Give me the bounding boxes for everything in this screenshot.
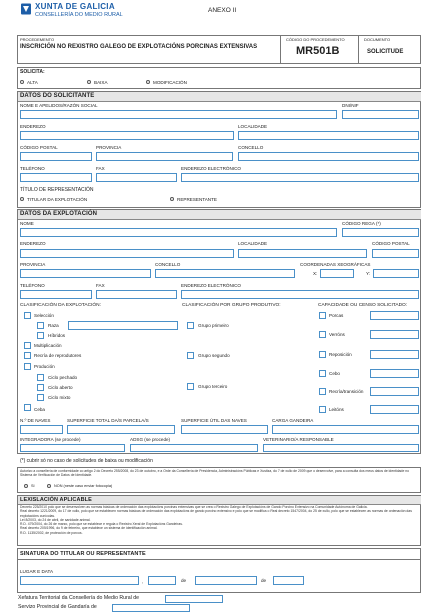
explotacion-title: DATOS DA EXPLOTACIÓN <box>20 211 98 217</box>
check-seleccion[interactable] <box>24 312 31 319</box>
check-verrons[interactable] <box>319 331 326 338</box>
applicant-email-label: ENDEREZO ELECTRÓNICO <box>181 166 241 171</box>
day-field[interactable] <box>148 576 176 585</box>
check-verrons-label: Verróns <box>329 332 345 337</box>
radio-si-label: SI <box>31 484 35 488</box>
check-seleccion-label: Selección <box>34 313 54 318</box>
naves-field[interactable] <box>20 425 63 434</box>
recria-transicion-field[interactable] <box>370 387 419 396</box>
farm-postcode-field[interactable] <box>372 249 419 258</box>
applicant-province-label: PROVINCIA <box>96 145 122 150</box>
footnote: (*) cubrir só no caso de solicitudes de baixa ou modificación <box>20 458 153 464</box>
check-ciclo-pechado-label: Ciclo pechado <box>48 375 78 380</box>
veterinarian-label: VETERINARIO/A RESPONSABLE <box>263 437 334 442</box>
check-porcas[interactable] <box>319 312 326 319</box>
adsg-label: ADSG (se procede) <box>130 437 171 442</box>
applicant-name-field[interactable] <box>20 110 337 119</box>
coord-y-label: Y: <box>366 271 371 276</box>
legislation-line: Lei 8/2003, do 24 de abril, de sanidade animal. <box>20 517 91 522</box>
farm-fax-label: FAX <box>96 283 105 288</box>
applicant-locality-label: LOCALIDADE <box>238 124 268 129</box>
check-cebo[interactable] <box>319 370 326 377</box>
total-surface-label: SUPERFICIE TOTAL DA/S PARCELA/S <box>67 418 149 423</box>
check-reposicion[interactable] <box>319 351 326 358</box>
procedure-code-label: CÓDIGO DO PROCEDEMENTO <box>286 37 345 42</box>
naves-label: N.º DE NAVES <box>20 418 51 423</box>
de-label-1: de <box>181 578 187 583</box>
farm-locality-label: LOCALIDADE <box>238 241 268 246</box>
document-type: SOLICITUDE <box>367 49 404 55</box>
raza-field[interactable] <box>68 321 178 330</box>
applicant-municipality-field[interactable] <box>238 152 419 161</box>
porcas-field[interactable] <box>370 311 419 320</box>
applicant-address-label: ENDEREZO <box>20 124 46 129</box>
radio-modificacion-label: MODIFICACIÓN <box>153 79 187 85</box>
radio-representante[interactable] <box>170 197 174 201</box>
check-cebo-label: Cebo <box>329 371 340 376</box>
farm-locality-field[interactable] <box>238 249 367 258</box>
veterinarian-field[interactable] <box>263 444 419 452</box>
check-ceba-label: Ceba <box>34 407 45 412</box>
check-ciclo-mixto-label: Ciclo mixto <box>48 395 71 400</box>
radio-representante-label: REPRESENTANTE <box>177 196 217 202</box>
farm-province-field[interactable] <box>20 269 151 278</box>
check-recria[interactable] <box>24 352 31 359</box>
org-name: XUNTA DE GALICIA <box>35 2 115 11</box>
applicant-email-field[interactable] <box>181 173 419 182</box>
farm-phone-label: TELÉFONO <box>20 283 45 288</box>
document-label: DOCUMENTO <box>364 37 391 42</box>
applicant-dni-label: DNI/NIF <box>342 103 359 108</box>
capacity-label: CAPACIDADE OU CENSO SOLICITADO: <box>318 303 408 308</box>
radio-alta[interactable] <box>20 80 24 84</box>
farm-address-label: ENDEREZO <box>20 241 46 246</box>
coord-x-field[interactable] <box>320 269 354 278</box>
check-multiplicacion[interactable] <box>24 342 31 349</box>
radio-non[interactable] <box>47 484 51 488</box>
check-multiplicacion-label: Multiplicación <box>34 343 62 348</box>
integrator-field[interactable] <box>20 444 125 452</box>
applicant-dni-field[interactable] <box>342 110 419 119</box>
footer-service-field[interactable] <box>112 604 190 612</box>
legislation-line: Decreto 225/2010 polo que se desenvolven as normas básicas de ordenación das explotacións porcinas extensivas que se crea o Rexistro Galego de Explotacións de Gando Porcino Extensivo na Comunidade Autónoma de Galicia. <box>20 505 368 509</box>
radio-non-label: NON (neste caso enviar fotocopia) <box>54 484 113 488</box>
farm-municipality-field[interactable] <box>155 269 295 278</box>
coordinates-label: COORDENADAS XEOGRÁFICAS <box>300 262 371 267</box>
reposicion-field[interactable] <box>370 350 419 359</box>
footer-office-field[interactable] <box>165 595 223 603</box>
de-label-2: de <box>261 578 267 583</box>
applicant-fax-label: FAX <box>96 166 105 171</box>
farm-email-field[interactable] <box>181 290 419 299</box>
useful-surface-field[interactable] <box>181 425 268 434</box>
check-ciclo-aberto[interactable] <box>37 384 44 391</box>
radio-titular-label: TITULAR DA EXPLOTACIÓN <box>27 196 88 202</box>
legislation-title: LEXISLACIÓN APLICABLE <box>20 497 92 503</box>
procedure-title: INSCRICIÓN NO REXISTRO GALEGO DE EXPLOTACIÓNS PORCINAS EXTENSIVAS <box>20 44 258 50</box>
farm-email-label: ENDEREZO ELECTRÓNICO <box>181 283 241 288</box>
check-hibridos-label: Híbridos <box>48 333 66 338</box>
annex-label: ANEXO II <box>208 7 237 14</box>
applicant-fax-field[interactable] <box>96 173 177 182</box>
applicant-locality-field[interactable] <box>238 131 419 140</box>
procedure-code: MR501B <box>296 45 340 57</box>
check-raza[interactable] <box>37 322 44 329</box>
coord-x-label: X: <box>313 271 318 276</box>
xunta-logo-icon <box>20 3 32 15</box>
cebo-field[interactable] <box>370 369 419 378</box>
check-leitons[interactable] <box>319 406 326 413</box>
check-producion[interactable] <box>24 363 31 370</box>
check-reposicion-label: Reposición <box>329 352 352 357</box>
check-porcas-label: Porcas <box>329 313 344 318</box>
applicant-province-field[interactable] <box>96 152 233 161</box>
integrator-label: INTEGRADORA (se procede) <box>20 437 81 442</box>
solicita-section <box>17 67 421 89</box>
check-grupo-terceiro-label: Grupo terceiro <box>198 384 228 389</box>
legislation-line: Real decreto 205/1996, do 9 de febreiro, que establece un sistema de identificación animal. <box>20 526 158 531</box>
place-field[interactable] <box>20 576 139 585</box>
total-surface-field[interactable] <box>67 425 175 434</box>
check-grupo-primeiro-label: Grupo primeiro <box>198 323 229 328</box>
check-ciclo-aberto-label: Ciclo aberto <box>48 385 73 390</box>
check-recria-transicion[interactable] <box>319 388 326 395</box>
farm-name-field[interactable] <box>20 228 337 237</box>
org-department: CONSELLERÍA DO MEDIO RURAL <box>35 12 123 18</box>
check-grupo-terceiro[interactable] <box>187 383 194 390</box>
radio-si[interactable] <box>24 484 28 488</box>
applicant-municipality-label: CONCELLO <box>238 145 264 150</box>
radio-baixa-label: BAIXA <box>94 79 108 85</box>
representation-title-label: TÍTULO DE REPRESENTACIÓN <box>20 187 94 193</box>
check-grupo-segundo-label: Grupo segundo <box>198 353 230 358</box>
classification-label: CLASIFICACIÓN DA EXPLOTACIÓN: <box>20 303 101 308</box>
applicant-phone-label: TELÉFONO <box>20 166 45 171</box>
check-recria-label: Recría de reprodutores <box>34 353 82 358</box>
radio-baixa[interactable] <box>87 80 91 84</box>
solicita-label: SOLICITA: <box>20 69 45 75</box>
applicant-postcode-field[interactable] <box>20 152 92 161</box>
applicant-address-field[interactable] <box>20 131 234 140</box>
farm-postcode-label: CÓDIGO POSTAL <box>372 241 410 246</box>
signature-title: SINATURA DO TITULAR OU REPRESENTANTE <box>20 551 146 557</box>
footer-office-label: Xefatura Territorial da Consellería do Medio Rural de <box>18 595 140 601</box>
place-date-label: LUGAR E DATA <box>20 569 54 574</box>
legislation-line: Real decreto 1221/2009, do 17 de xullo, polo que se establecen normas básicas de ordenación das explotacións de gando porcino extensivo e polo que se modifica o Real decreto 1547/2004, do 25 de xullo, polo que se establecen as normas de ordenación das explotacións cunícolas. <box>20 509 412 518</box>
check-ceba[interactable] <box>24 404 31 411</box>
rega-code-field[interactable] <box>342 228 419 237</box>
check-recria-transicion-label: Recría/transición <box>329 389 364 394</box>
month-field[interactable] <box>195 576 257 585</box>
farm-address-field[interactable] <box>20 249 234 258</box>
livestock-load-field[interactable] <box>272 425 419 434</box>
legislation-list <box>20 505 418 535</box>
year-field[interactable] <box>273 576 304 585</box>
authorization-text: Autorizo a consellería de conformidade co artigo 2 do Decreto 255/2008, do 23 de outubro, e a Orde da Consellería de Presidencia, Administracións Públicas e Xustiza, do 7 de xullo de 2009 que o desenvolve, para a consulta dos meus datos de identidade no Sistema de Verificación de Datos de Identidade. <box>20 469 410 478</box>
footer-service-label: Servizo Provincial de Gandaría de <box>18 604 97 610</box>
applicant-name-label: NOME E APELIDOS/RAZÓN SOCIAL <box>20 103 98 108</box>
applicant-phone-field[interactable] <box>20 173 92 182</box>
comma: , <box>142 579 144 584</box>
legislation-line: R.D. 479/2004, do 26 de marzo, polo que se establece e regula o Rexistro Xeral de Explotacións Gandeiras. <box>20 522 183 526</box>
check-ciclo-mixto[interactable] <box>37 394 44 401</box>
radio-modificacion[interactable] <box>146 80 150 84</box>
check-grupo-segundo[interactable] <box>187 352 194 359</box>
farm-phone-field[interactable] <box>20 290 92 299</box>
check-hibridos[interactable] <box>37 332 44 339</box>
livestock-load-label: CARGA GANDEIRA <box>272 418 314 423</box>
farm-province-label: PROVINCIA <box>20 262 46 267</box>
check-raza-label: Raza <box>48 323 59 328</box>
adsg-field[interactable] <box>130 444 258 452</box>
farm-name-label: NOME <box>20 221 34 226</box>
solicitante-title: DATOS DO SOLICITANTE <box>20 93 95 99</box>
check-grupo-primeiro[interactable] <box>187 322 194 329</box>
useful-surface-label: SUPERFICIE ÚTIL DAS NAVES <box>181 418 247 423</box>
rega-code-label: CÓDIGO REGA (*) <box>342 221 381 226</box>
check-producion-label: Produción <box>34 364 55 369</box>
coord-y-field[interactable] <box>373 269 419 278</box>
procedure-label: PROCEDEMENTO <box>20 37 55 42</box>
leitons-field[interactable] <box>370 405 419 414</box>
check-leitons-label: Leitóns <box>329 407 344 412</box>
check-ciclo-pechado[interactable] <box>37 374 44 381</box>
legislation-line: R.D. 1135/2002, de protección de porcos. <box>20 530 83 535</box>
radio-alta-label: ALTA <box>27 79 38 85</box>
farm-fax-field[interactable] <box>96 290 177 299</box>
applicant-postcode-label: CÓDIGO POSTAL <box>20 145 58 150</box>
farm-municipality-label: CONCELLO <box>155 262 181 267</box>
group-label: CLASIFICACIÓN POR GRUPO PRODUTIVO: <box>182 303 281 308</box>
radio-titular[interactable] <box>20 197 24 201</box>
verrons-field[interactable] <box>370 330 419 339</box>
